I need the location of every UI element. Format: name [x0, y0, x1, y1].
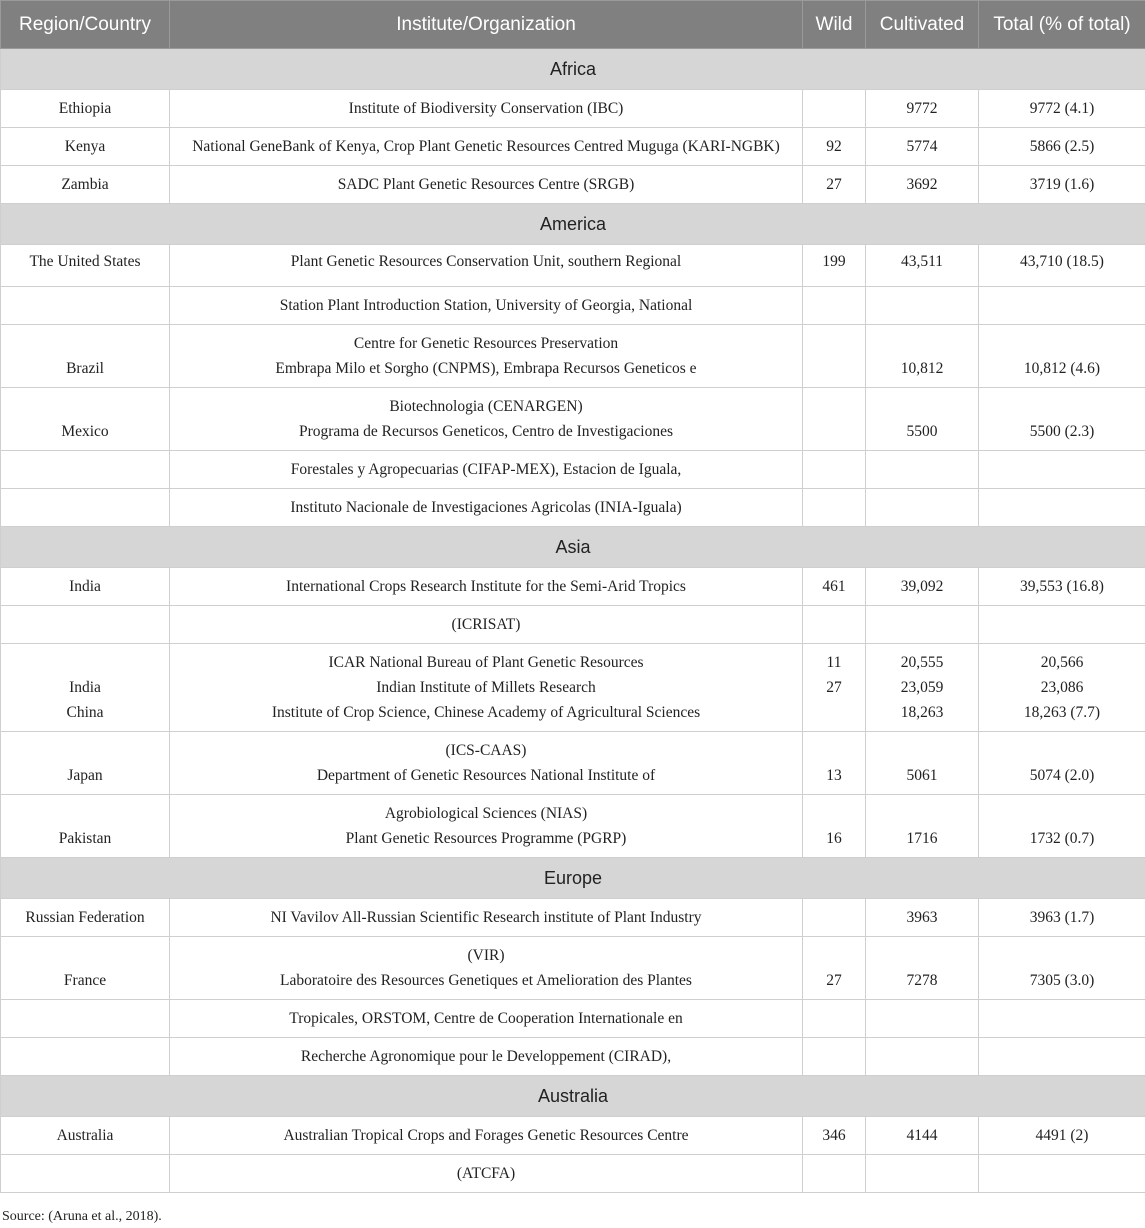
region-row-europe	[1, 858, 1145, 899]
institute-cell: International Crops Research Institute for the Semi-Arid Tropics	[170, 568, 803, 606]
institute-cell: National GeneBank of Kenya, Crop Plant Genetic Resources Centred Muguga (KARI-NGBK)	[170, 128, 803, 166]
total-cell	[979, 1000, 1145, 1038]
country-cell: Zambia	[1, 166, 170, 204]
total-cell	[979, 1038, 1145, 1076]
institute-cell: (ATCFA)	[170, 1155, 803, 1193]
table-row	[1, 732, 1145, 795]
table-row	[1, 644, 1145, 732]
wild-cell: 27	[803, 166, 866, 204]
total-cell: 1732 (0.7)	[979, 795, 1145, 858]
table-row	[1, 451, 1145, 489]
cultivated-cell: 5774	[866, 128, 979, 166]
total-cell: 3963 (1.7)	[979, 899, 1145, 937]
total-cell: 5866 (2.5)	[979, 128, 1145, 166]
table-row	[1, 568, 1145, 606]
cultivated-cell	[866, 489, 979, 527]
institute-cell: (ICRISAT)	[170, 606, 803, 644]
country-cell: Russian Federation	[1, 899, 170, 937]
source-note: Source: (Aruna et al., 2018).	[2, 1209, 162, 1224]
wild-cell	[803, 90, 866, 128]
institute-cell: Instituto Nacionale de Investigaciones Agricolas (INIA-Iguala)	[170, 489, 803, 527]
total-cell: 43,710 (18.5)	[979, 245, 1145, 287]
total-cell: 39,553 (16.8)	[979, 568, 1145, 606]
wild-cell	[803, 287, 866, 325]
total-cell	[979, 1155, 1145, 1193]
wild-cell: 27	[803, 937, 866, 1000]
institute-cell: ICAR National Bureau of Plant Genetic Resources Indian Institute of Millets Research Institute of Crop Science, Chinese Academy of Agricultural Sciences	[170, 644, 803, 732]
col-header-wild: Wild	[803, 1, 866, 49]
wild-cell	[803, 1038, 866, 1076]
cultivated-cell	[866, 1155, 979, 1193]
cultivated-cell	[866, 606, 979, 644]
country-cell	[1, 1038, 170, 1076]
table-row	[1, 245, 1145, 287]
cultivated-cell	[866, 287, 979, 325]
institute-cell: Tropicales, ORSTOM, Centre de Cooperation Internationale en	[170, 1000, 803, 1038]
cultivated-cell: 1716	[866, 795, 979, 858]
cultivated-cell: 39,092	[866, 568, 979, 606]
region-label: Asia	[1, 527, 1145, 568]
wild-cell: 346	[803, 1117, 866, 1155]
table-row	[1, 489, 1145, 527]
country-cell	[1, 606, 170, 644]
wild-cell: 11 27	[803, 644, 866, 732]
col-header-cultivated: Cultivated	[866, 1, 979, 49]
cultivated-cell: 5500	[866, 388, 979, 451]
region-label: Africa	[1, 49, 1145, 90]
institute-cell: Agrobiological Sciences (NIAS) Plant Genetic Resources Programme (PGRP)	[170, 795, 803, 858]
table-row	[1, 1038, 1145, 1076]
table-row	[1, 325, 1145, 388]
table-row	[1, 606, 1145, 644]
cultivated-cell	[866, 1000, 979, 1038]
total-cell: 9772 (4.1)	[979, 90, 1145, 128]
institute-cell: Plant Genetic Resources Conservation Unit, southern Regional	[170, 245, 803, 287]
wild-cell: 199	[803, 245, 866, 287]
region-row-america	[1, 204, 1145, 245]
cultivated-cell: 7278	[866, 937, 979, 1000]
table-row	[1, 937, 1145, 1000]
total-cell: 10,812 (4.6)	[979, 325, 1145, 388]
country-cell: Japan	[1, 732, 170, 795]
wild-cell: 16	[803, 795, 866, 858]
country-cell	[1, 489, 170, 527]
table-row	[1, 795, 1145, 858]
region-label: Europe	[1, 858, 1145, 899]
institute-cell: Australian Tropical Crops and Forages Genetic Resources Centre	[170, 1117, 803, 1155]
country-cell	[1, 1000, 170, 1038]
table-row	[1, 1117, 1145, 1155]
country-cell: Kenya	[1, 128, 170, 166]
cultivated-cell: 5061	[866, 732, 979, 795]
cultivated-cell: 3692	[866, 166, 979, 204]
institute-cell: (VIR) Laboratoire des Resources Genetiques et Amelioration des Plantes	[170, 937, 803, 1000]
institute-cell: SADC Plant Genetic Resources Centre (SRGB)	[170, 166, 803, 204]
col-header-institute: Institute/Organization	[170, 1, 803, 49]
cultivated-cell	[866, 451, 979, 489]
country-cell: India China	[1, 644, 170, 732]
country-cell: Pakistan	[1, 795, 170, 858]
table-row	[1, 287, 1145, 325]
country-cell: Ethiopia	[1, 90, 170, 128]
wild-cell	[803, 899, 866, 937]
total-cell: 4491 (2)	[979, 1117, 1145, 1155]
cultivated-cell: 43,511	[866, 245, 979, 287]
col-header-region: Region/Country	[1, 1, 170, 49]
total-cell	[979, 287, 1145, 325]
region-label: Australia	[1, 1076, 1145, 1117]
institute-cell: Station Plant Introduction Station, University of Georgia, National	[170, 287, 803, 325]
total-cell: 5500 (2.3)	[979, 388, 1145, 451]
cultivated-cell: 4144	[866, 1117, 979, 1155]
total-cell	[979, 606, 1145, 644]
country-cell: India	[1, 568, 170, 606]
cultivated-cell	[866, 1038, 979, 1076]
wild-cell	[803, 388, 866, 451]
wild-cell	[803, 325, 866, 388]
wild-cell	[803, 489, 866, 527]
col-header-total: Total (% of total)	[979, 1, 1145, 49]
wild-cell	[803, 1000, 866, 1038]
institute-cell: (ICS-CAAS) Department of Genetic Resources National Institute of	[170, 732, 803, 795]
country-cell: Brazil	[1, 325, 170, 388]
country-cell: The United States	[1, 245, 170, 287]
institute-cell: Centre for Genetic Resources Preservation Embrapa Milo et Sorgho (CNPMS), Embrapa Recursos Geneticos e	[170, 325, 803, 388]
wild-cell: 13	[803, 732, 866, 795]
table-row	[1, 1155, 1145, 1193]
wild-cell	[803, 451, 866, 489]
total-cell: 7305 (3.0)	[979, 937, 1145, 1000]
country-cell: Australia	[1, 1117, 170, 1155]
region-row-asia	[1, 527, 1145, 568]
table-row	[1, 90, 1145, 128]
table-row	[1, 388, 1145, 451]
cultivated-cell: 20,555 23,059 18,263	[866, 644, 979, 732]
wild-cell	[803, 606, 866, 644]
region-row-africa	[1, 49, 1145, 90]
institute-cell: NI Vavilov All-Russian Scientific Research institute of Plant Industry	[170, 899, 803, 937]
wild-cell	[803, 1155, 866, 1193]
cultivated-cell: 9772	[866, 90, 979, 128]
country-cell	[1, 451, 170, 489]
institute-cell: Institute of Biodiversity Conservation (IBC)	[170, 90, 803, 128]
wild-cell: 461	[803, 568, 866, 606]
cultivated-cell: 10,812	[866, 325, 979, 388]
table-row	[1, 899, 1145, 937]
institute-cell: Forestales y Agropecuarias (CIFAP-MEX), Estacion de Iguala,	[170, 451, 803, 489]
table-row	[1, 1000, 1145, 1038]
institute-cell: Biotechnologia (CENARGEN) Programa de Recursos Geneticos, Centro de Investigaciones	[170, 388, 803, 451]
table-row	[1, 166, 1145, 204]
country-cell	[1, 287, 170, 325]
institute-cell: Recherche Agronomique pour le Developpement (CIRAD),	[170, 1038, 803, 1076]
total-cell	[979, 489, 1145, 527]
country-cell	[1, 1155, 170, 1193]
total-cell: 3719 (1.6)	[979, 166, 1145, 204]
table-row	[1, 128, 1145, 166]
country-cell: Mexico	[1, 388, 170, 451]
header-row	[1, 1, 1145, 49]
total-cell: 5074 (2.0)	[979, 732, 1145, 795]
cultivated-cell: 3963	[866, 899, 979, 937]
wild-cell: 92	[803, 128, 866, 166]
region-row-australia	[1, 1076, 1145, 1117]
total-cell: 20,566 23,086 18,263 (7.7)	[979, 644, 1145, 732]
total-cell	[979, 451, 1145, 489]
country-cell: France	[1, 937, 170, 1000]
region-label: America	[1, 204, 1145, 245]
